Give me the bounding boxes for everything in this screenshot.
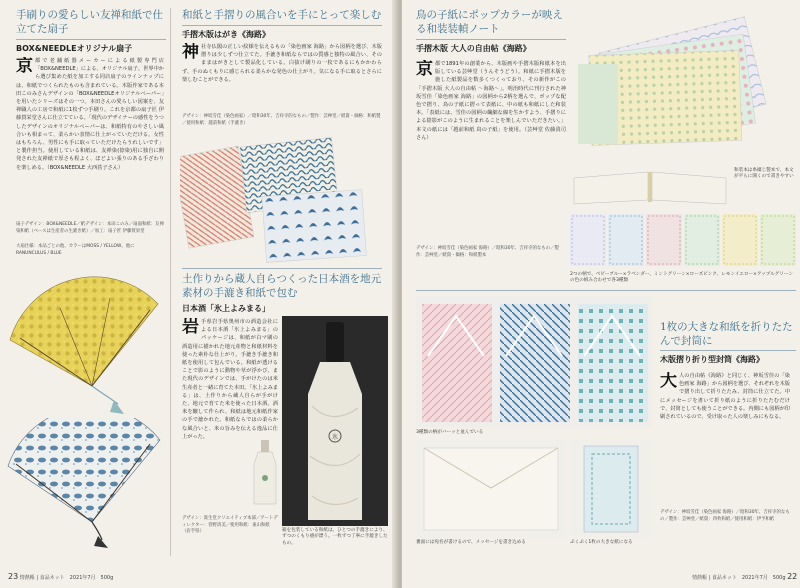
sake-bottle-image <box>282 316 388 526</box>
open-book-image <box>570 166 730 206</box>
hagaki-article-body <box>182 43 382 111</box>
note-body-text: 都で1891年の創業から、木版画や手摺木版和紙本を出版している芸艸堂（うんそうどう）。和紙に手摺木版を施した紙製品を数多くつくっており、その新作がこの「手摺木版 大人の自由帖 ～海路～」。明治時代に刊行された神坂雪佳「染色画家 海路」の図柄から2柄を選んで、ポップな配色で摺り、鳥の子紙に摺って表紙に、中の紙も和紙にした和装本。「表紙には、雪佳の図柄の繊細な線を生かすよう、手摺りによる陰影がこのように生まれることを楽しんでいただきたい。」本文の紙には「越前和紙 鳥の子紙」を使用。（芸艸堂 佐藤貴司さん） <box>416 61 566 141</box>
envelope-title-rule <box>660 350 796 351</box>
envelopes-image <box>416 296 652 428</box>
envelope-caption-1: 3種類の柄がバーッと並んでいる <box>416 430 484 435</box>
hagaki-article-subtitle: 手摺木版はがき《海路》 <box>182 30 270 39</box>
envelope-article-subtitle: 木版摺り折り型封筒《海路》 <box>660 355 764 364</box>
yellow-fan-image <box>0 268 168 418</box>
hagaki-body-text: 社寺仏閣の正しい紋様を伝えるもの「染色画家 海路」から図柄を選び、木版摺りは少しずつ仕立てた。手漉き和紙ならではの質感と独特の風合い、そのままはがきとして製品化している。白抜け刷りの一枚であるにもかかわらず、手のぬくもりに感じられる柔らかな発色の仕上がり。気になる手に取るとさらに楽しむことができる。 <box>182 44 382 83</box>
right-page <box>402 0 800 588</box>
right-folio-text: 情熱帳 | 食品ネット 2021年7月 500g <box>692 575 786 581</box>
left-folio-text: 情熱帳 | 食品ネット 2021年7月 500g <box>19 575 114 581</box>
fan-drop-cap: 京 <box>16 57 33 76</box>
sake-credit: デザイン：貴生堂クリエイティブ本部／アートディレクター：菅野清美／使用和紙：東山和紙（岩手県） <box>182 516 278 535</box>
envelope-credit: デザイン：神坂雪佳（染色画家 海路）／昭和30年、吉祥寺的なもの／製作：芸艸堂／紙資：四枚和紙／使用和紙：伊予和紙 <box>660 510 790 522</box>
sake-section-rule <box>182 268 382 269</box>
hagaki-title-rule <box>182 25 382 26</box>
sake-wrapped-bottle-image <box>250 440 280 506</box>
patterns-caption: 2つの柄で、ベビーブルー×ラベンダー、ミントグリーン×ローズピンク、レモンイエロー×アップルグリーンの色の組み合わせで各3種類 <box>570 272 793 284</box>
fan-credit: 扇子デザイン：BOX&NEEDLE／紙デザイン：本田このみ／扇面和紙：友禅染和紙（ベースは生産者の生漉き紙）／加工：扇子匠 伊藤賀栄堂 <box>16 222 164 234</box>
blue-fan-image <box>0 418 168 548</box>
fan-title-rule <box>16 39 166 40</box>
note-title-rule <box>416 39 566 40</box>
note-credit: デザイン：神坂雪佳（染色画家 海路）／昭和30年、吉祥寺的なもの／製作：芸艸堂／紙資・価格：和紙製本 <box>416 246 559 258</box>
hagaki-drop-cap: 神 <box>182 43 199 62</box>
envelope-body-text: 人の自由帖《海路》と同じく、神坂雪佳の「染色画家 海路」から図柄を選び、それぞれを木版で摺り出して折りたたみ、封筒に仕立てた。中にメッセージを書いて折り紙のように折りたたむだけで、封筒としても使うことができる。内側にも図柄が印刷されているので、受け取った人の楽しみにもなる。 <box>660 373 790 421</box>
right-page-number: 22 <box>787 572 798 581</box>
left-page <box>0 0 398 588</box>
notebooks-image <box>570 8 796 160</box>
right-folio <box>692 572 797 581</box>
book-caption: 和装本は糸綴じ製本で、本文が平らに開くので書きやすい <box>734 168 794 180</box>
sake-article-subtitle: 日本酒「氷上よみまる」 <box>182 304 270 313</box>
note-drop-cap: 京 <box>416 60 433 79</box>
right-section-rule <box>416 290 796 291</box>
hagaki-postcards-image <box>180 134 380 264</box>
sake-drop-cap: 岩 <box>182 318 199 337</box>
fan-article-body <box>16 57 164 219</box>
fan-article-title: 手刷りの愛らしい友禅和紙で仕立てた扇子 <box>16 9 163 35</box>
left-column-divider <box>170 8 171 556</box>
note-article-subtitle: 手摺木版 大人の自由帖《海路》 <box>416 44 531 53</box>
sake-body-text: 手県岩手県奥州市の酒造会社による日本酒「氷上よみまる」のパッケージは、和紙が白マ刷の酒造用に描かれた地元産物と和紙材料を使った素朴な仕上がり。手漉き手漉き和紙を使用して包んでいる。和紙が透けることで影のように動物や草が浮かび、また現代のデザインでは、手がけたのは米生産者と一緒に育てた本田。「氷上よみまる」は、土作りから蔵人自らが手がけた、地元で育てた米を使った日本酒。酒米を醸して作られ、和紙は地元和紙作家の手で漉かれた。和紙ならではの柔らかな風合いと、米の旨みを伝える逸品に仕上がった。 <box>182 319 278 440</box>
fan-body-text: 都で老舗紙器メーカーによる紙製専門店「BOX&NEEDLE」による、オリジナル扇子。世界中から選び集めた紙を加工する同店扇子のラインナップには、和紙でつくられたものも含まれている。木版作家である本田このみさんデザインの「BOX&NEEDLEオリジナルペーパー」を用いたシリーズはその一つ。本田さんの愛らしい図案を、友禅職人の工房で和紙に1枚ずつ手刷り。これを京都の扇子匠 伊藤賀栄堂さんに仕立てている。「現代のデザイナーの感性をうつしたデザインのオリジナルペーパーは、和紙特有のやさしい風合いも相まって、柔らかい表情に仕上がっていただける。女性はもちろん、男性にも手に取っていただけたらうれしいです」と製作担当。使用している和紙は、友禅染(捺染)用に独自に開発された友禅紙で厚さも程よく、ほどよい張りのある手ざわりを楽しめる。（BOX&NEEDLE 大西菖子さん） <box>16 58 164 171</box>
envelope-caption-3: 裏面には宛名が書けるので、メッセージを書き込める <box>416 540 526 545</box>
envelope-article-title: 1枚の大きな和紙を折りたたんで封筒に <box>660 321 793 347</box>
sake-caption: 箱を包装している和紙は、ひとつの手漉きにより、ずつのくもり感が漂う。一枚ずつ丁寧に手漉きしたもの。 <box>282 528 388 546</box>
envelope-drop-cap: 大 <box>660 372 677 391</box>
envelope-unfolded-image <box>570 440 652 538</box>
hagaki-article-title: 和紙と手摺りの風合いを手にとって楽しむ <box>182 9 382 21</box>
note-article-body <box>416 60 566 240</box>
fan-colors-note: 大扇仕様：本品ごとの他、カラーはMOSS / YELLOW、他にRANUNCULUS / BLUE <box>16 244 135 256</box>
note-article-title: 鳥の子紙にポップカラーが映える和装装幀ノート <box>416 9 563 35</box>
fan-article-subtitle: BOX&NEEDLEオリジナル扇子 <box>16 44 133 53</box>
sake-article-title: 土作りから蔵人自らつくった日本酒を地元素材の手漉き和紙で包む <box>182 273 382 299</box>
note-pattern-swatches <box>570 214 796 270</box>
envelope-article-body <box>660 372 790 506</box>
envelope-caption-2: ぷくぷく1枚の大きな紙になる <box>570 540 633 545</box>
left-page-number: 23 <box>8 572 19 581</box>
svg-text:氷: 氷 <box>331 434 339 441</box>
envelope-back-image <box>416 440 566 538</box>
hagaki-credit: デザイン：神坂雪佳（染色画家）／昭和30年、吉祥寺的なもの／製作：芸艸堂／紙資・価格：和紙製／使用和紙：越前和紙（手漉き） <box>182 114 381 126</box>
left-folio <box>8 572 113 581</box>
